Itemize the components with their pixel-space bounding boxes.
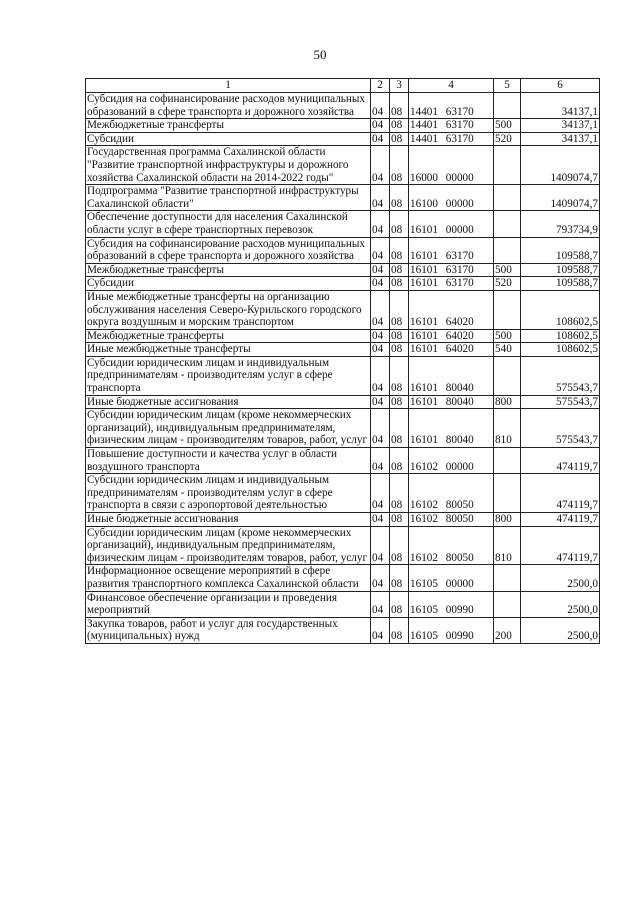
header-cell: 6 xyxy=(521,79,600,93)
expense-type-cell: 810 xyxy=(494,526,521,565)
row-name-cell: Субсидии xyxy=(86,132,371,146)
table-row xyxy=(86,146,600,185)
table-row xyxy=(86,356,600,395)
section-code-cell: 04 xyxy=(371,395,390,409)
section-code-cell: 04 xyxy=(371,591,390,617)
target-article-cell: 16101 80040 xyxy=(409,409,494,448)
table-row xyxy=(86,237,600,263)
row-name-cell: Субсидии юридическим лицам (кроме некоммерческих организаций), индивидуальным предпринимателям, физическим лицам - производителям товаров, работ, услуг xyxy=(86,526,371,565)
amount-cell: 575543,7 xyxy=(521,395,600,409)
section-code-cell: 04 xyxy=(371,343,390,357)
table-row xyxy=(86,448,600,474)
target-article-cell: 16102 80050 xyxy=(409,474,494,513)
target-article-cell: 16102 80050 xyxy=(409,513,494,527)
table-row xyxy=(86,263,600,277)
section-code-cell: 04 xyxy=(371,211,390,237)
section-code-cell: 04 xyxy=(371,290,390,329)
expense-type-cell xyxy=(494,146,521,185)
table-row xyxy=(86,277,600,291)
row-name-cell: Подпрограмма "Развитие транспортной инфраструктуры Сахалинской области" xyxy=(86,185,371,211)
expense-type-cell: 800 xyxy=(494,513,521,527)
section-code-cell: 04 xyxy=(371,237,390,263)
target-article-cell: 16101 64020 xyxy=(409,329,494,343)
section-code-cell: 04 xyxy=(371,277,390,291)
budget-table xyxy=(85,78,600,644)
row-name-cell: Межбюджетные трансферты xyxy=(86,119,371,133)
row-name-cell: Обеспечение доступности для населения Сахалинской области услуг в сфере транспортных перевозок xyxy=(86,211,371,237)
target-article-cell: 16100 00000 xyxy=(409,185,494,211)
target-article-cell: 16101 63170 xyxy=(409,263,494,277)
target-article-cell: 16102 80050 xyxy=(409,526,494,565)
amount-cell: 108602,5 xyxy=(521,329,600,343)
section-code-cell: 04 xyxy=(371,409,390,448)
table-row xyxy=(86,395,600,409)
subsection-code-cell: 08 xyxy=(390,93,409,119)
target-article-cell: 14401 63170 xyxy=(409,119,494,133)
page-number: 50 xyxy=(313,47,327,62)
table-row xyxy=(86,119,600,133)
row-name-cell: Субсидии юридическим лицам и индивидуальным предпринимателям - производителям услуг в сфере транспорта в связи с аэропортовой деятельностью xyxy=(86,474,371,513)
expense-type-cell xyxy=(494,290,521,329)
amount-cell: 474119,7 xyxy=(521,513,600,527)
expense-type-cell xyxy=(494,448,521,474)
table-row xyxy=(86,211,600,237)
table-row xyxy=(86,526,600,565)
table-row xyxy=(86,513,600,527)
target-article-cell: 14401 63170 xyxy=(409,132,494,146)
subsection-code-cell: 08 xyxy=(390,211,409,237)
row-name-cell: Закупка товаров, работ и услуг для государственных (муниципальных) нужд xyxy=(86,617,371,643)
row-name-cell: Иные межбюджетные трансферты на организацию обслуживания населения Северо-Курильского городского округа воздушным и морским транспортом xyxy=(86,290,371,329)
expense-type-cell xyxy=(494,185,521,211)
amount-cell: 2500,0 xyxy=(521,591,600,617)
target-article-cell: 16101 80040 xyxy=(409,395,494,409)
subsection-code-cell: 08 xyxy=(390,263,409,277)
subsection-code-cell: 08 xyxy=(390,565,409,591)
section-code-cell: 04 xyxy=(371,146,390,185)
row-name-cell: Иные бюджетные ассигнования xyxy=(86,513,371,527)
expense-type-cell xyxy=(494,591,521,617)
amount-cell: 108602,5 xyxy=(521,290,600,329)
header-cell: 1 xyxy=(86,79,371,93)
amount-cell: 109588,7 xyxy=(521,263,600,277)
table-row xyxy=(86,93,600,119)
row-name-cell: Повышение доступности и качества услуг в области воздушного транспорта xyxy=(86,448,371,474)
expense-type-cell: 540 xyxy=(494,343,521,357)
amount-cell: 108602,5 xyxy=(521,343,600,357)
table-row xyxy=(86,617,600,643)
section-code-cell: 04 xyxy=(371,617,390,643)
row-name-cell: Межбюджетные трансферты xyxy=(86,329,371,343)
expense-type-cell: 500 xyxy=(494,263,521,277)
expense-type-cell xyxy=(494,565,521,591)
subsection-code-cell: 08 xyxy=(390,119,409,133)
amount-cell: 474119,7 xyxy=(521,526,600,565)
expense-type-cell: 500 xyxy=(494,329,521,343)
header-cell: 2 xyxy=(371,79,390,93)
table-row xyxy=(86,565,600,591)
amount-cell: 34137,1 xyxy=(521,93,600,119)
subsection-code-cell: 08 xyxy=(390,448,409,474)
expense-type-cell: 520 xyxy=(494,277,521,291)
section-code-cell: 04 xyxy=(371,448,390,474)
expense-type-cell: 520 xyxy=(494,132,521,146)
subsection-code-cell: 08 xyxy=(390,526,409,565)
expense-type-cell xyxy=(494,237,521,263)
amount-cell: 474119,7 xyxy=(521,474,600,513)
subsection-code-cell: 08 xyxy=(390,277,409,291)
header-cell: 4 xyxy=(409,79,494,93)
target-article-cell: 16000 00000 xyxy=(409,146,494,185)
subsection-code-cell: 08 xyxy=(390,395,409,409)
header-cell: 5 xyxy=(494,79,521,93)
expense-type-cell: 200 xyxy=(494,617,521,643)
expense-type-cell: 810 xyxy=(494,409,521,448)
table-row xyxy=(86,329,600,343)
table-row xyxy=(86,591,600,617)
header-row xyxy=(86,79,600,93)
row-name-cell: Субсидии xyxy=(86,277,371,291)
amount-cell: 109588,7 xyxy=(521,237,600,263)
amount-cell: 109588,7 xyxy=(521,277,600,291)
table-row xyxy=(86,474,600,513)
amount-cell: 2500,0 xyxy=(521,617,600,643)
row-name-cell: Субсидия на софинансирование расходов муниципальных образований в сфере транспорта и дорожного хозяйства xyxy=(86,237,371,263)
subsection-code-cell: 08 xyxy=(390,617,409,643)
expense-type-cell xyxy=(494,356,521,395)
section-code-cell: 04 xyxy=(371,526,390,565)
amount-cell: 575543,7 xyxy=(521,409,600,448)
target-article-cell: 16105 00990 xyxy=(409,617,494,643)
row-name-cell: Иные межбюджетные трансферты xyxy=(86,343,371,357)
section-code-cell: 04 xyxy=(371,356,390,395)
target-article-cell: 16101 63170 xyxy=(409,237,494,263)
subsection-code-cell: 08 xyxy=(390,146,409,185)
row-name-cell: Государственная программа Сахалинской области "Развитие транспортной инфраструктуры и дорожного хозяйства Сахалинской области на 2014-2022 годы" xyxy=(86,146,371,185)
amount-cell: 793734,9 xyxy=(521,211,600,237)
subsection-code-cell: 08 xyxy=(390,185,409,211)
amount-cell: 2500,0 xyxy=(521,565,600,591)
subsection-code-cell: 08 xyxy=(390,513,409,527)
row-name-cell: Субсидии юридическим лицам и индивидуальным предпринимателям - производителям услуг в сфере транспорта xyxy=(86,356,371,395)
target-article-cell: 16105 00000 xyxy=(409,565,494,591)
target-article-cell: 16101 80040 xyxy=(409,356,494,395)
row-name-cell: Субсидии юридическим лицам (кроме некоммерческих организаций), индивидуальным предпринимателям, физическим лицам - производителям товаров, работ, услуг xyxy=(86,409,371,448)
amount-cell: 34137,1 xyxy=(521,119,600,133)
table-row xyxy=(86,343,600,357)
expense-type-cell xyxy=(494,93,521,119)
table-row xyxy=(86,409,600,448)
row-name-cell: Информационное освещение мероприятий в сфере развития транспортного комплекса Сахалинской области xyxy=(86,565,371,591)
amount-cell: 1409074,7 xyxy=(521,146,600,185)
amount-cell: 1409074,7 xyxy=(521,185,600,211)
section-code-cell: 04 xyxy=(371,185,390,211)
amount-cell: 575543,7 xyxy=(521,356,600,395)
row-name-cell: Межбюджетные трансферты xyxy=(86,263,371,277)
table-row xyxy=(86,290,600,329)
subsection-code-cell: 08 xyxy=(390,591,409,617)
row-name-cell: Иные бюджетные ассигнования xyxy=(86,395,371,409)
subsection-code-cell: 08 xyxy=(390,409,409,448)
section-code-cell: 04 xyxy=(371,565,390,591)
section-code-cell: 04 xyxy=(371,119,390,133)
expense-type-cell xyxy=(494,474,521,513)
target-article-cell: 16101 63170 xyxy=(409,277,494,291)
subsection-code-cell: 08 xyxy=(390,290,409,329)
target-article-cell: 16101 64020 xyxy=(409,343,494,357)
section-code-cell: 04 xyxy=(371,93,390,119)
subsection-code-cell: 08 xyxy=(390,356,409,395)
expense-type-cell: 800 xyxy=(494,395,521,409)
section-code-cell: 04 xyxy=(371,263,390,277)
subsection-code-cell: 08 xyxy=(390,343,409,357)
target-article-cell: 16105 00990 xyxy=(409,591,494,617)
subsection-code-cell: 08 xyxy=(390,237,409,263)
section-code-cell: 04 xyxy=(371,474,390,513)
row-name-cell: Финансовое обеспечение организации и проведения мероприятий xyxy=(86,591,371,617)
subsection-code-cell: 08 xyxy=(390,329,409,343)
subsection-code-cell: 08 xyxy=(390,132,409,146)
target-article-cell: 14401 63170 xyxy=(409,93,494,119)
expense-type-cell xyxy=(494,211,521,237)
row-name-cell: Субсидия на софинансирование расходов муниципальных образований в сфере транспорта и дорожного хозяйства xyxy=(86,93,371,119)
table-row xyxy=(86,185,600,211)
target-article-cell: 16102 00000 xyxy=(409,448,494,474)
expense-type-cell: 500 xyxy=(494,119,521,133)
table-row xyxy=(86,132,600,146)
section-code-cell: 04 xyxy=(371,513,390,527)
amount-cell: 34137,1 xyxy=(521,132,600,146)
amount-cell: 474119,7 xyxy=(521,448,600,474)
section-code-cell: 04 xyxy=(371,329,390,343)
subsection-code-cell: 08 xyxy=(390,474,409,513)
target-article-cell: 16101 00000 xyxy=(409,211,494,237)
target-article-cell: 16101 64020 xyxy=(409,290,494,329)
header-cell: 3 xyxy=(390,79,409,93)
section-code-cell: 04 xyxy=(371,132,390,146)
